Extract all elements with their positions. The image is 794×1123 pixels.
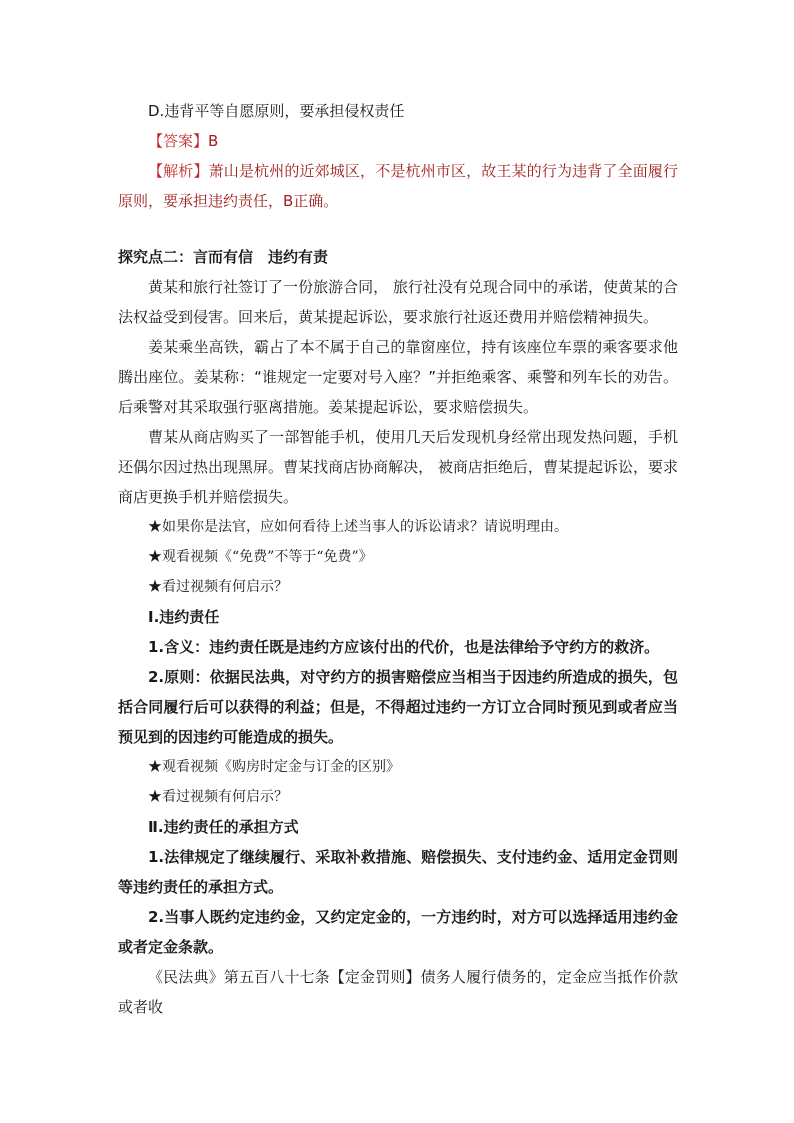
question-video-deposit: ★观看视频《购房时定金与订金的区别》 — [148, 759, 400, 775]
part2-item-methods: 1.法律规定了继续履行、采取补救措施、赔偿损失、支付违约金、适用定金罚则等违约责任的承担方式。 — [118, 848, 678, 896]
question-enlightenment-1: ★看过视频有何启示？ — [148, 579, 288, 595]
section-title: 探究点二：言而有信 违约有责 — [118, 248, 329, 266]
analysis-paragraph — [118, 156, 678, 216]
part1-item-principle: 2.原则：依据民法典，对守约方的损害赔偿应当相当于因违约所造成的损失，包括合同履行后可以获得的利益；但是，不得超过违约一方订立合同时预见到或者应当预见到的因违约可能造成的损失。 — [118, 668, 678, 746]
question-video-free: ★观看视频《“免费”不等于“免费”》 — [148, 549, 373, 565]
part2-item-choice: 2.当事人既约定违约金，又约定定金的，一方违约时，对方可以选择适用违约金或者定金条款。 — [118, 908, 678, 956]
analysis-tag: 【解析】 — [148, 162, 209, 180]
part1-heading: Ⅰ.违约责任 — [148, 608, 220, 626]
part1-item-meaning: 1.含义：违约责任既是违约方应该付出的代价，也是法律给予守约方的救济。 — [148, 638, 660, 656]
case-paragraph-1: 黄某和旅行社签订了一份旅游合同， 旅行社没有兑现合同中的承诺，使黄某的合法权益受到侵害。回来后，黄某提起诉讼，要求旅行社返还费用并赔偿精神损失。 — [118, 278, 678, 326]
part2-heading: Ⅱ.违约责任的承担方式 — [148, 818, 299, 836]
law-excerpt: 《民法典》第五百八十七条【定金罚则】债务人履行债务的，定金应当抵作价款或者收 — [118, 968, 678, 1016]
question-enlightenment-2: ★看过视频有何启示？ — [148, 789, 288, 805]
analysis-text: 萧山是杭州的近郊城区，不是杭州市区，故王某的行为违背了全面履行原则，要承担违约责任，B正确。 — [118, 162, 678, 210]
answer-value: B — [208, 132, 219, 150]
answer-tag: 【答案】 — [148, 132, 209, 150]
case-paragraph-3: 曹某从商店购买了一部智能手机，使用几天后发现机身经常出现发热问题，手机还偶尔因过热出现黑屏。曹某找商店协商解决， 被商店拒绝后，曹某提起诉讼，要求商店更换手机并赔偿损失。 — [118, 428, 678, 506]
section-spacer — [118, 216, 678, 242]
question-judge: ★如果你是法官，应如何看待上述当事人的诉讼请求？请说明理由。 — [148, 519, 568, 535]
option-d: D.违背平等自愿原则，要承担侵权责任 — [148, 102, 405, 120]
page-content — [118, 96, 678, 1022]
answer-line — [118, 126, 678, 156]
case-paragraph-2: 姜某乘坐高铁，霸占了本不属于自己的靠窗座位，持有该座位车票的乘客要求他腾出座位。姜某称：“谁规定一定要对号入座？”并拒绝乘客、乘警和列车长的劝告。后乘警对其采取强行驱离措施。姜某提起诉讼，要求赔偿损失。 — [118, 338, 678, 416]
